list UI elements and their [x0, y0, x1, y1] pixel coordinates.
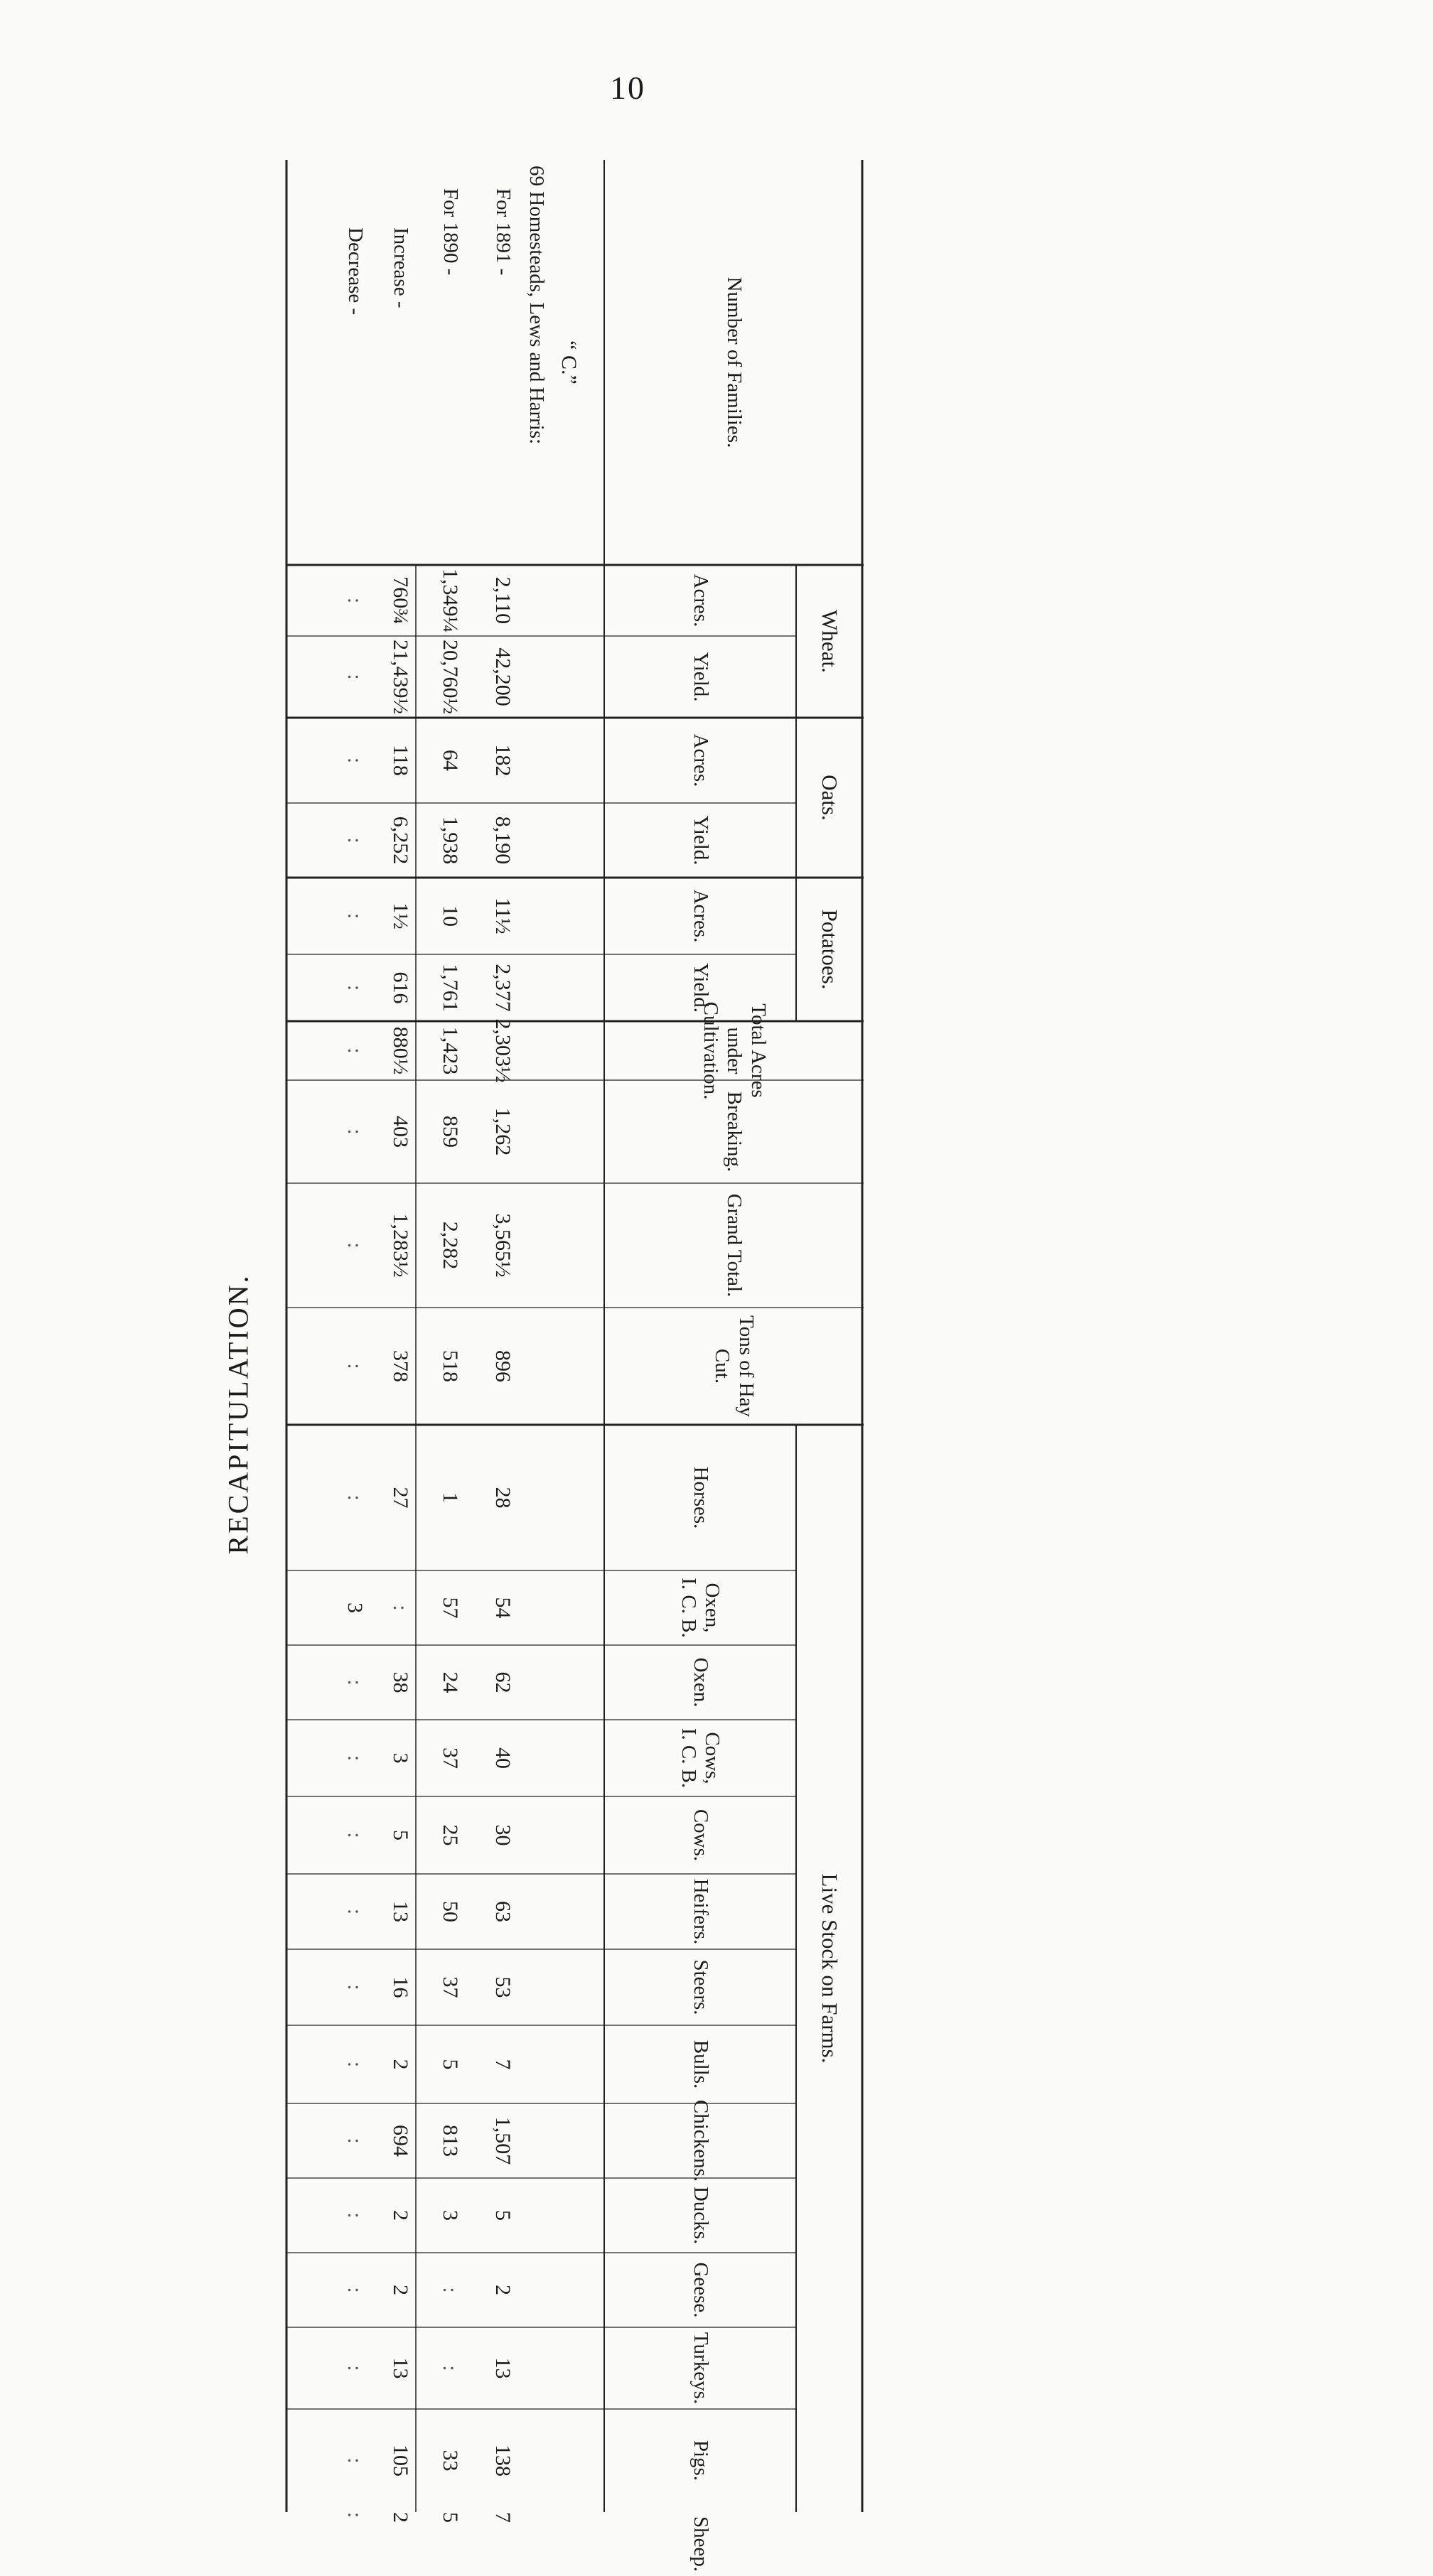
table-cell: :: [343, 1679, 367, 1686]
table-cell: :: [343, 2457, 367, 2464]
row-label: Increase -: [389, 227, 412, 308]
table-cell: 64: [439, 750, 463, 771]
table-cell: 3,565½: [491, 1213, 515, 1278]
column-header: Acres.: [689, 573, 712, 627]
table-cell: 813: [439, 2125, 463, 2157]
table-cell: 54: [491, 1597, 515, 1619]
table-cell: 896: [491, 1350, 515, 1382]
row-label: For 1890 -: [439, 188, 462, 276]
table-cell: 21,439½: [389, 640, 413, 714]
column-header: Steers.: [689, 1959, 712, 2015]
table-cell: 8,190: [491, 816, 515, 865]
table-cell: 53: [491, 1976, 515, 1998]
table-cell: 13: [389, 2357, 413, 2379]
table-cell: 403: [389, 1116, 413, 1148]
wheat-group-header: Wheat.: [817, 610, 843, 673]
table-cell: 378: [389, 1350, 413, 1382]
table-cell: 1,761: [439, 964, 463, 1012]
page-title: RECAPITULATION.: [222, 1273, 254, 1555]
column-header: Tons of Hay Cut.: [711, 1315, 758, 1417]
table-cell: 182: [491, 744, 515, 777]
column-header: Breaking.: [723, 1091, 746, 1173]
table-cell: 33: [439, 2450, 463, 2472]
table-cell: 694: [389, 2125, 413, 2157]
column-header: Bulls.: [689, 2039, 712, 2089]
table-cell: 2: [389, 2512, 413, 2523]
livestock-group-header: Live Stock on Farms.: [817, 1873, 843, 2064]
table-cell: 5: [491, 2210, 515, 2221]
table-cell: :: [343, 1908, 367, 1915]
table-cell: 118: [389, 745, 413, 776]
table-cell: 7: [491, 2059, 515, 2070]
table-cell: 1,283½: [389, 1213, 413, 1278]
table-cell: :: [343, 1047, 367, 1054]
column-header: Geese.: [689, 2262, 712, 2318]
table-cell: 5: [439, 2059, 463, 2070]
table-cell: 13: [491, 2357, 515, 2379]
table-cell: 42,200: [491, 647, 515, 706]
column-header: Acres.: [689, 733, 712, 787]
column-header: Yield.: [689, 652, 712, 702]
page-number: 10: [610, 70, 645, 106]
table-cell: :: [343, 2512, 367, 2518]
table-cell: 7: [491, 2512, 515, 2523]
table-cell: 10: [439, 905, 463, 927]
table-cell: :: [343, 757, 367, 764]
table-cell: 37: [439, 1747, 463, 1769]
table-cell: 11½: [491, 898, 515, 934]
table-cell: 1½: [389, 902, 413, 929]
table-cell: 25: [439, 1824, 463, 1846]
table-cell: :: [343, 2061, 367, 2068]
recapitulation-table: [284, 160, 864, 2572]
section-subtitle: 69 Homesteads, Lews and Harris:: [525, 166, 548, 445]
table-cell: 63: [491, 1901, 515, 1922]
row-label: Decrease -: [343, 227, 367, 316]
table-cell: 62: [491, 1671, 515, 1693]
table-cell: :: [343, 2138, 367, 2144]
column-header: Acres.: [689, 889, 712, 943]
potatoes-group-header: Potatoes.: [817, 909, 843, 990]
column-header: Cows, I. C. B.: [677, 1728, 724, 1789]
table-cell: 30: [491, 1824, 515, 1846]
table-cell: 2,303½: [491, 1018, 515, 1083]
table-cell: 1,262: [491, 1107, 515, 1156]
column-header: Turkeys.: [689, 2332, 712, 2405]
column-header: Yield.: [689, 962, 712, 1013]
oats-group-header: Oats.: [817, 775, 843, 821]
section-label: “ C.”: [557, 340, 581, 384]
table-cell: 27: [389, 1487, 413, 1509]
table-cell: 50: [439, 1901, 463, 1922]
families-column-header: Number of Families.: [723, 276, 746, 448]
table-cell: :: [343, 2365, 367, 2371]
table-cell: :: [343, 1494, 367, 1501]
table-cell: :: [343, 1984, 367, 1990]
table-cell: 1,938: [439, 816, 463, 865]
table-cell: 616: [389, 971, 413, 1004]
table-cell: 2,110: [491, 576, 515, 625]
column-header: Pigs.: [689, 2440, 712, 2481]
row-label: For 1891 -: [491, 188, 515, 276]
table-cell: 859: [439, 1116, 463, 1148]
table-cell: 40: [491, 1747, 515, 1769]
table-cell: :: [343, 912, 367, 920]
column-header: Oxen.: [689, 1657, 712, 1708]
table-cell: 2: [389, 2059, 413, 2070]
table-cell: :: [343, 1242, 367, 1249]
table-cell: 3: [389, 1752, 413, 1764]
table-cell: 760¾: [389, 576, 413, 625]
table-cell: 1,507: [491, 2116, 515, 2165]
table-cell: 1,349¼: [439, 568, 463, 632]
table-cell: :: [343, 837, 367, 844]
table-cell: 105: [389, 2445, 413, 2477]
table-cell: 518: [439, 1350, 463, 1382]
table-cell: 5: [439, 2512, 463, 2523]
table-cell: :: [343, 2212, 367, 2219]
table-cell: 37: [439, 1976, 463, 1998]
table-frame: [284, 160, 864, 2572]
table-cell: 57: [439, 1597, 463, 1619]
column-header: Yield.: [689, 815, 712, 866]
table-cell: 1,423: [439, 1026, 463, 1075]
table-cell: :: [343, 597, 367, 604]
table-cell: 2: [389, 2285, 413, 2295]
table-cell: :: [343, 984, 367, 991]
table-cell: :: [343, 674, 367, 680]
table-cell: 3: [439, 2210, 463, 2221]
table-cell: :: [343, 1832, 367, 1838]
column-header: Total Acres under Cultivation.: [699, 1001, 770, 1100]
table-cell: 2: [491, 2285, 515, 2295]
table-cell: 6,252: [389, 816, 413, 865]
table-cell: :: [389, 1605, 413, 1611]
table-cell: :: [343, 1755, 367, 1762]
column-header: Chickens.: [689, 2099, 712, 2182]
table-cell: 3: [343, 1602, 367, 1613]
table-cell: 38: [389, 1671, 413, 1693]
table-cell: 24: [439, 1671, 463, 1693]
table-cell: :: [439, 2365, 463, 2371]
table-cell: :: [343, 2287, 367, 2293]
column-header: Sheep.: [689, 2516, 712, 2572]
column-header: Grand Total.: [723, 1193, 746, 1298]
table-cell: 16: [389, 1976, 413, 1998]
table-cell: 2: [389, 2210, 413, 2221]
column-header: Horses.: [689, 1466, 712, 1529]
table-cell: 13: [389, 1901, 413, 1922]
table-cell: 138: [491, 2445, 515, 2477]
table-cell: 2,282: [439, 1221, 463, 1270]
column-header: Cows.: [689, 1809, 712, 1862]
column-header: Ducks.: [689, 2186, 712, 2245]
table-cell: 2,377: [491, 964, 515, 1012]
table-cell: :: [343, 1128, 367, 1135]
table-cell: 1: [439, 1492, 463, 1503]
table-cell: 28: [491, 1487, 515, 1509]
column-header: Oxen, I. C. B.: [677, 1578, 724, 1638]
table-cell: 880½: [389, 1026, 413, 1075]
table-cell: :: [439, 2287, 463, 2293]
table-cell: :: [343, 1363, 367, 1369]
column-header: Heifers.: [689, 1878, 712, 1945]
table-cell: 5: [389, 1830, 413, 1841]
table-cell: 20,760½: [439, 640, 463, 714]
